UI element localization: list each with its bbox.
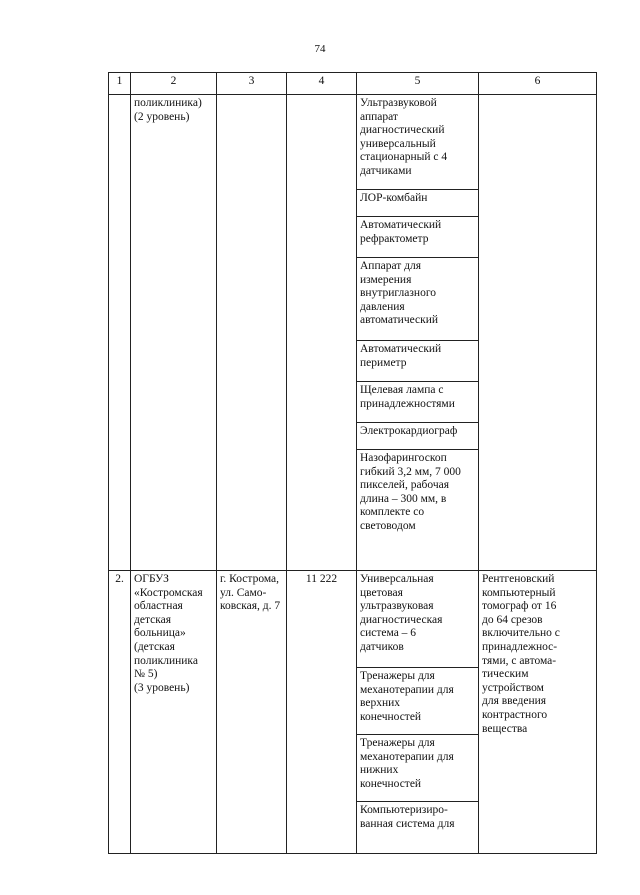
- cell-col6: [479, 95, 597, 571]
- cell-address: г. Кострома, ул. Само- ковская, д. 7: [217, 571, 287, 854]
- header-col-4: 4: [287, 73, 357, 95]
- equipment-item: Назофарингоскоп гибкий 3,2 мм, 7 000 пикселей, рабочая длина – 300 мм, в комплекте со световодом: [360, 452, 461, 532]
- cell-equipment-list: [357, 571, 479, 854]
- equipment-item: Электрокардиограф: [357, 423, 478, 450]
- cell-equipment-list: [357, 95, 479, 571]
- equipment-item: ЛОР-комбайн: [357, 190, 478, 217]
- equipment-item: Автоматический рефрактометр: [357, 217, 478, 258]
- cell-population: [287, 95, 357, 571]
- cell-population: 11 222: [287, 571, 357, 854]
- cell-row-number: 2.: [109, 571, 131, 854]
- equipment-item: Щелевая лампа с принадлежностями: [357, 382, 478, 423]
- cell-organization: ОГБУЗ «Костромская областная детская больница» (детская поликлиника № 5) (3 уровень): [131, 571, 217, 854]
- table-header-row: [109, 73, 597, 95]
- page-number: 74: [314, 43, 326, 55]
- header-col-1: 1: [109, 73, 131, 95]
- header-col-3: 3: [217, 73, 287, 95]
- cell-col6: Рентгеновский компьютерный томограф от 16 до 64 срезов включительно с принадлежнос- тями, с автома- тическим устройством для введения контрастного вещества: [479, 571, 597, 854]
- equipment-item: Аппарат для измерения внутриглазного давления автоматический: [357, 258, 478, 341]
- equipment-item: Компьютеризиро- ванная система для: [360, 804, 455, 830]
- equipment-item: Ультразвуковой аппарат диагностический универсальный стационарный с 4 датчиками: [357, 95, 478, 190]
- cell-address: [217, 95, 287, 571]
- cell-num: [109, 95, 131, 571]
- header-col-5: 5: [357, 73, 479, 95]
- equipment-item: Универсальная цветовая ультразвуковая диагностическая система – 6 датчиков: [357, 571, 478, 668]
- table-row-continued: [109, 95, 597, 571]
- equipment-item: Автоматический периметр: [357, 341, 478, 382]
- equipment-item: Тренажеры для механотерапии для нижних конечностей: [357, 735, 478, 802]
- equipment-item: Тренажеры для механотерапии для верхних конечностей: [357, 668, 478, 735]
- cell-org-continued: поликлиника) (2 уровень): [131, 95, 217, 571]
- equipment-table: [108, 72, 597, 854]
- table-row-2: [109, 571, 597, 854]
- header-col-6: 6: [479, 73, 597, 95]
- header-col-2: 2: [131, 73, 217, 95]
